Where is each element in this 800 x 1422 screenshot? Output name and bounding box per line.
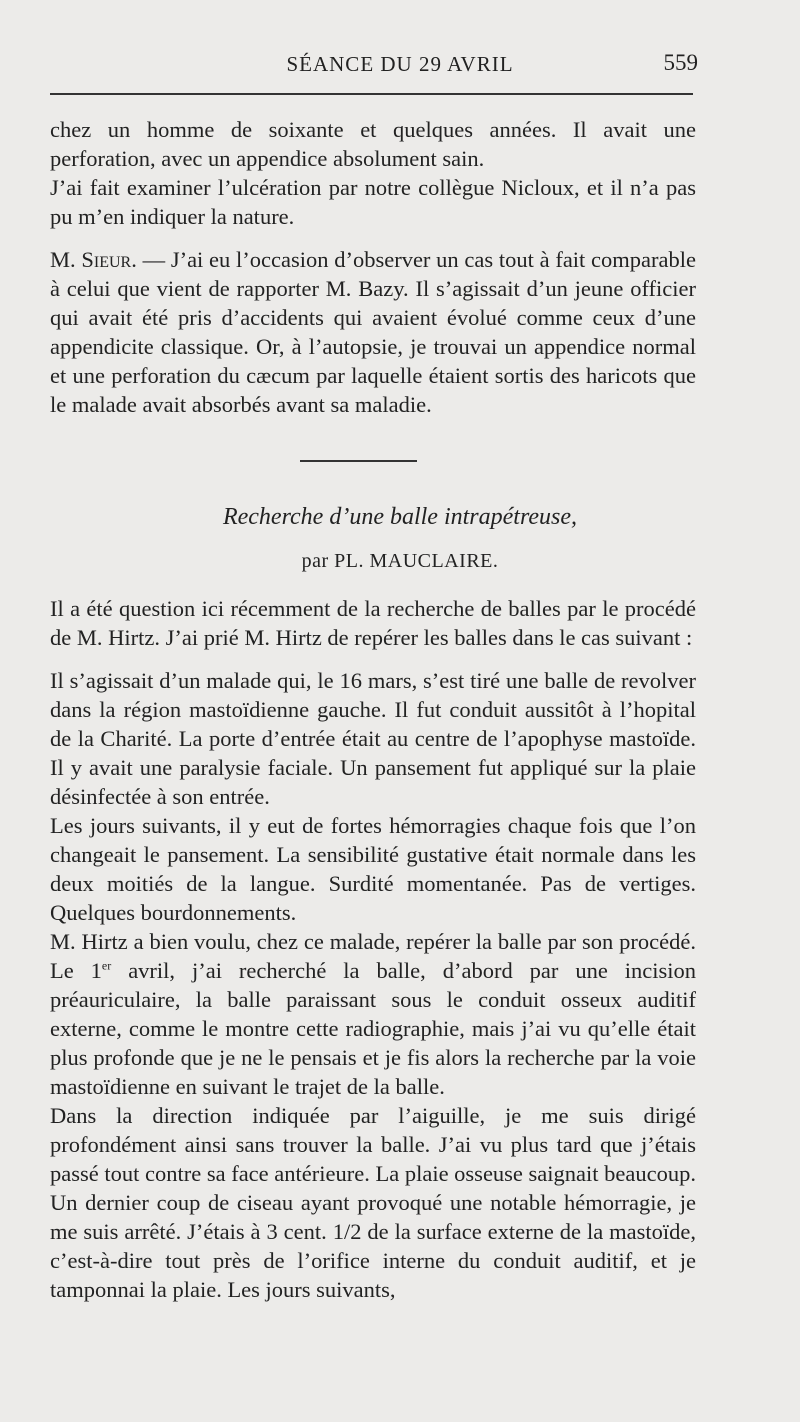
hirtz-text-after: avril, j’ai recherché la balle, d’abord par une incision préauriculaire, la balle paraissant sous le conduit osseux auditif externe, comme le montre cette radiographie, mais j’ai vu qu’elle était plus profonde que je ne le pensais et je fis alors la recherche par la voie mastoïdienne en suivant le trajet de la balle. — [50, 958, 696, 1099]
paragraph-sieur — [50, 245, 696, 419]
body-text-top — [50, 115, 696, 419]
paragraph-continuation: chez un homme de soixante et quelques années. Il avait une perforation, avec un appendice absolument sain. — [50, 117, 696, 171]
section-divider — [300, 460, 417, 462]
hirtz-text-before: M. Hirtz a bien voulu, chez ce malade, repérer la balle par son procédé. Le 1 — [50, 929, 696, 983]
sieur-text: — J’ai eu l’occasion d’observer un cas tout à fait comparable à celui que vient de rapporter M. Bazy. Il s’agissait d’un jeune officier qui avait été pris d’accidents qui avaient évolué comme ceux d’une appendicite classique. Or, à l’autopsie, je trouvai un appendice normal et une perforation du cæcum par laquelle étaient sortis des haricots que le malade avait absorbés avant sa maladie. — [50, 247, 696, 417]
body-text-main — [50, 594, 696, 1304]
paragraph-following-days: Les jours suivants, il y eut de fortes hémorragies chaque fois que l’on changeait le pansement. La sensibilité gustative était normale dans les deux moitiés de la langue. Surdité momentanée. Pas de vertiges. Quelques bourdonnements. — [50, 813, 696, 925]
ordinal-superscript: er — [101, 958, 112, 973]
page-number: 559 — [663, 50, 698, 75]
paragraph-case: Il s’agissait d’un malade qui, le 16 mars, s’est tiré une balle de revolver dans la région mastoïdienne gauche. Il fut conduit aussitôt à l’hopital de la Charité. La porte d’entrée était au centre de l’apophyse mastoïde. Il y avait une paralysie faciale. Un pansement fut appliqué sur la plaie désinfectée à son entrée. — [50, 668, 696, 809]
header-rule — [50, 93, 693, 95]
speaker-name: M. Sieur. — [50, 247, 137, 272]
author-byline: par PL. MAUCLAIRE. — [301, 550, 499, 572]
section-title: Recherche d’une balle intrapétreuse, — [222, 504, 578, 530]
running-header: SÉANCE DU 29 AVRIL — [286, 52, 514, 76]
paragraph-intro: Il a été question ici récemment de la recherche de balles par le procédé de M. Hirtz. J’ai prié M. Hirtz de repérer les balles dans le cas suivant : — [50, 596, 696, 650]
paragraph-nicloux: J’ai fait examiner l’ulcération par notre collègue Nicloux, et il n’a pas pu m’en indiquer la nature. — [50, 175, 696, 229]
paragraph-direction: Dans la direction indiquée par l’aiguille, je me suis dirigé profondément ainsi sans trouver la balle. J’ai vu plus tard que j’étais passé tout contre sa face antérieure. La plaie osseuse saignait beaucoup. Un dernier coup de ciseau ayant provoqué une notable hémorragie, je me suis arrêté. J’étais à 3 cent. 1/2 de la surface externe de la mastoïde, c’est-à-dire tout près de l’orifice interne du conduit auditif, et je tamponnai la plaie. Les jours suivants, — [50, 1103, 696, 1302]
paragraph-hirtz — [50, 927, 696, 1101]
